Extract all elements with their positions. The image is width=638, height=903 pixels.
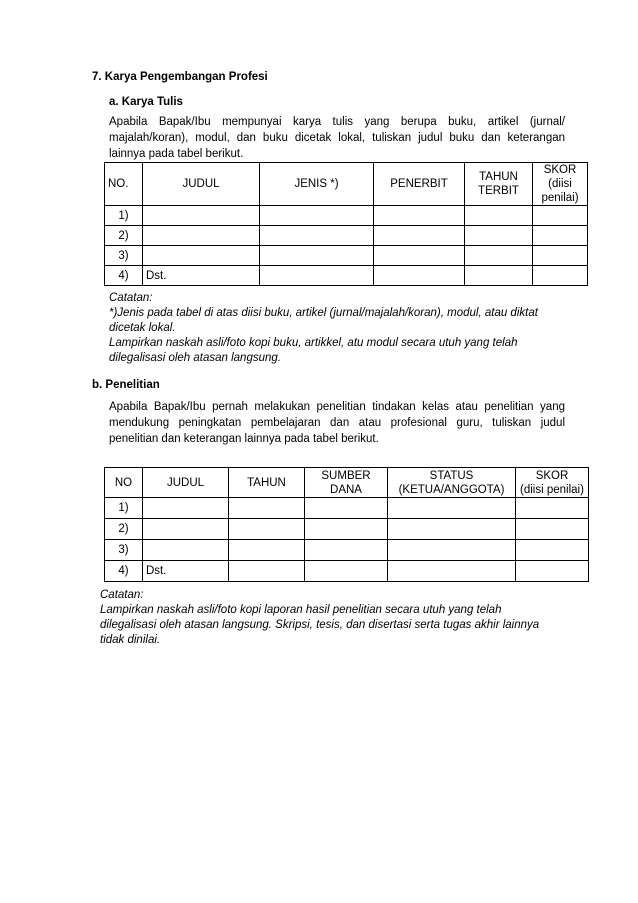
row-sumber [305, 498, 388, 519]
row-skor [516, 561, 589, 582]
row-jenis [260, 246, 374, 266]
header-status [388, 468, 516, 498]
note-label: Catatan: [109, 292, 153, 304]
header-no: NO [105, 468, 143, 498]
note-line: Lampirkan naskah asli/foto kopi laporan hasil penelitian secara utuh yang telah [100, 604, 502, 616]
subsection-a-title: a. Karya Tulis [109, 96, 183, 108]
row-skor [533, 206, 588, 226]
row-no: 3) [105, 246, 143, 266]
row-tahun [229, 540, 305, 561]
row-skor [533, 246, 588, 266]
row-tahun [229, 519, 305, 540]
table-row [105, 246, 588, 266]
header-sumber-dana [305, 468, 388, 498]
note-line: *)Jenis pada tabel di atas diisi buku, artikel (jurnal/majalah/koran), modul, atau diktat [109, 307, 538, 319]
table-header-row [105, 468, 589, 498]
row-tahun [465, 206, 533, 226]
karya-tulis-note [109, 291, 579, 366]
subsection-b-title: b. Penelitian [92, 379, 160, 391]
header-sumber-line2: DANA [330, 483, 362, 496]
row-judul [143, 540, 229, 561]
header-judul: JUDUL [143, 163, 260, 206]
row-judul [143, 519, 229, 540]
row-sumber [305, 519, 388, 540]
row-judul [143, 206, 260, 226]
row-no: 2) [105, 519, 143, 540]
row-no: 1) [105, 498, 143, 519]
header-tahun: TAHUN [229, 468, 305, 498]
row-skor [516, 498, 589, 519]
row-sumber [305, 540, 388, 561]
row-no: 4) [105, 266, 143, 286]
table-row [105, 498, 589, 519]
subsection-b-paragraph: Apabila Bapak/Ibu pernah melakukan penelitian tindakan kelas atau penelitian yang mendukung peningkatan pembelajaran dan atau profesional guru, tuliskan judul penelitian dan keterangan lainnya pada tabel berikut. [109, 401, 565, 445]
row-penerbit [374, 206, 465, 226]
table-header-row [105, 163, 588, 206]
header-skor-line1: SKOR [543, 164, 577, 176]
header-sumber-line1: SUMBER [321, 469, 371, 482]
note-line: dilegalisasi oleh atasan langsung. [109, 352, 281, 364]
table-row [105, 540, 589, 561]
row-skor [516, 540, 589, 561]
row-no: 1) [105, 206, 143, 226]
header-tahun-line1: TAHUN [479, 171, 518, 183]
row-skor [533, 266, 588, 286]
row-tahun [229, 498, 305, 519]
header-status-line1: STATUS [429, 469, 474, 482]
header-skor-line2: (diisi [548, 178, 572, 190]
penelitian-table [104, 467, 589, 582]
header-skor-line2: (diisi penilai) [520, 483, 584, 496]
subsection-a-paragraph: Apabila Bapak/Ibu mempunyai karya tulis yang berupa buku, artikel (jurnal/ majalah/koran), modul, dan buku dicetak lokal, tuliskan judul buku dan keterangan lainnya pada tabel berikut. [109, 116, 565, 160]
row-no: 2) [105, 226, 143, 246]
table-row [105, 266, 588, 286]
row-sumber [305, 561, 388, 582]
row-status [388, 519, 516, 540]
row-status [388, 540, 516, 561]
row-status [388, 561, 516, 582]
row-skor [533, 226, 588, 246]
note-line: dilegalisasi oleh atasan langsung. Skripsi, tesis, dan disertasi serta tugas akhir lainnya [100, 619, 540, 631]
row-judul [143, 226, 260, 246]
row-no: 3) [105, 540, 143, 561]
note-label: Catatan: [100, 589, 144, 601]
row-jenis [260, 206, 374, 226]
row-jenis [260, 266, 374, 286]
row-jenis [260, 226, 374, 246]
row-judul [143, 246, 260, 266]
penelitian-note [100, 588, 570, 648]
row-tahun [465, 266, 533, 286]
header-tahun-terbit [465, 163, 533, 206]
row-penerbit [374, 246, 465, 266]
row-judul: Dst. [143, 561, 229, 582]
header-skor-line3: penilai) [541, 192, 579, 204]
row-no: 4) [105, 561, 143, 582]
header-tahun-line2: TERBIT [478, 185, 519, 197]
note-line: Lampirkan naskah asli/foto kopi buku, artikkel, atu modul secara utuh yang telah [109, 337, 518, 349]
row-status [388, 498, 516, 519]
row-judul: Dst. [143, 266, 260, 286]
note-line: dicetak lokal. [109, 322, 176, 334]
karya-tulis-table [104, 162, 588, 286]
row-tahun [465, 246, 533, 266]
note-line: tidak dinilai. [100, 634, 161, 646]
header-skor [516, 468, 589, 498]
row-penerbit [374, 226, 465, 246]
table-row [105, 206, 588, 226]
header-status-line2: (KETUA/ANGGOTA) [398, 483, 505, 496]
header-penerbit: PENERBIT [374, 163, 465, 206]
table-row [105, 226, 588, 246]
table-row [105, 561, 589, 582]
header-skor-line1: SKOR [535, 469, 569, 482]
section-title: 7. Karya Pengembangan Profesi [92, 71, 268, 83]
row-penerbit [374, 266, 465, 286]
header-jenis: JENIS *) [260, 163, 374, 206]
header-skor [533, 163, 588, 206]
table-row [105, 519, 589, 540]
row-tahun [229, 561, 305, 582]
row-skor [516, 519, 589, 540]
row-judul [143, 498, 229, 519]
header-no: NO. [105, 163, 143, 206]
row-tahun [465, 226, 533, 246]
header-judul: JUDUL [143, 468, 229, 498]
